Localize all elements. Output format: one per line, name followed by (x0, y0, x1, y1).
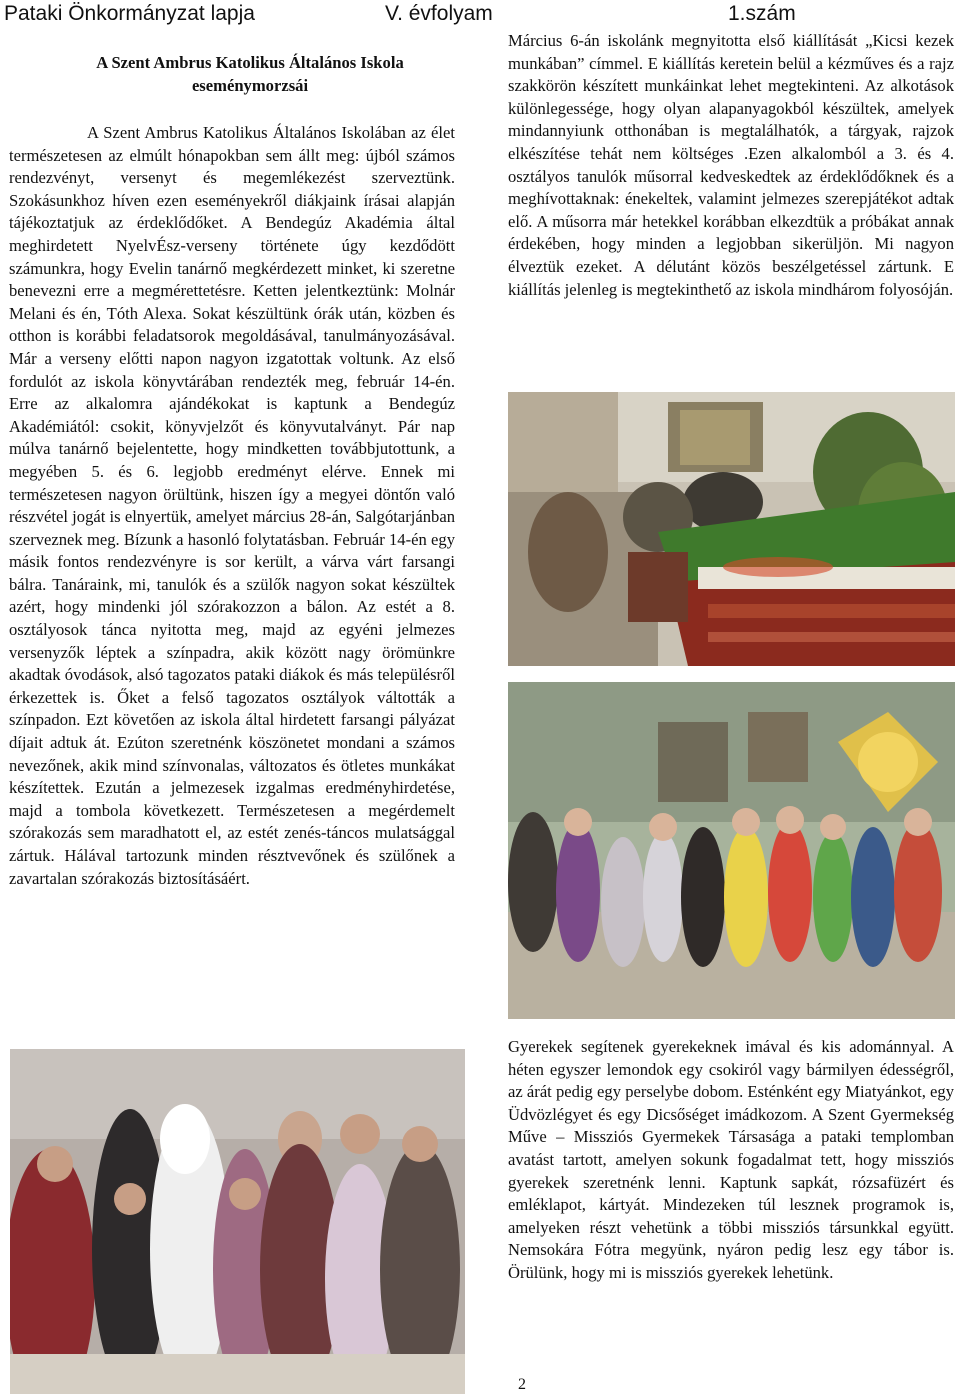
page-header (0, 2, 960, 28)
mission-paragraph: Gyerekek segítenek gyerekeknek imával és kis adománnyal. A héten egyszer lemondok egy csokiról vagy bármilyen édességről, az árát pedig egy perselybe dobom. Esténként egy Miatyánkot, egy Üdvözlégyet és egy Dicsőséget imádkozom. A Szent Gyermekség Műve – Missziós Gyermekek Társasága a pataki templomban avatást tartott, amelyen sokunk fogadalmat tett, hogy missziós gyerekek szeretnénk lenni. Kaptunk sapkát, rózsafüzért és emléklapot, kártyát. Mindezeken túl lesznek programok is, amelyeken részt vehetünk a többi missziós társunkkal együtt. Nemsokára Fótra megyünk, nyáron pedig lesz egy tábor is. Örülünk, hogy mi is missziós gyerekek lehetünk. (508, 1037, 954, 1282)
left-column-paragraph: A Szent Ambrus Katolikus Általános Iskolában az élet természetesen az elmúlt hónapokban sem állt meg: újból számos rendezvényt, versenyt és megemlékezést szerveztünk. Szokásunkhoz híven ezen eseményekről diákjaink írásai alapján tájékoztatjuk az érdeklődőket. A Bendegúz Akadémia által meghirdetett NyelvÉsz-verseny története úgy kezdődött számunkra, hogy Evelin tanárnő megkérdezett minket, ki szeretne benevezni erre a megmérettetésre. Ketten jelentkeztünk: Molnár Melani és én, Tóth Alexa. Sokat készültünk órák után, közben és otthon is korábbi feladatsorok megoldásával, tanulmányozásával. Már a verseny előtti napon nagyon izgatottak voltunk. Az első fordulót az iskola könyvtárában rendezték meg, február 14-én. Erre az alkalomra ajándékokat is kaptunk a Bendegúz Akadémiától: csokit, könyvjelzőt és könyvutalványt. Pár nap múlva tanárnő bejelentette, hogy mindketten továbbjutottunk, a megyében 5. és 6. legjobb eredményt elérve. Ennek mi természetesen nagyon örültünk, hiszen így a megyei döntőn való részvétel jogát is elnyertük, amelyet március 28-án, Salgótarjánban szerveznek meg. Bízunk a hasonló folytatásban. Február 14-én egy másik fontos rendezvényre is sor került, a várva várt farsangi bálra. Tanáraink, mi, tanulók és a szülők nagyon sokat készültek azért, hogy mindenki jól szórakozzon a bálon. Az estét a 8. osztályosok tánca nyitotta meg, majd az egyéni jelmezes versenyzők léptek a színpadra, akik között nagy örömünkre akadtak óvodások, alsó tagozatos pataki diákok és más településről érkezettek is. Őket a felső tagozatos osztályok váltották a színpadon. Ezt követően az iskola által hirdetett farsangi pályázat díjait adtuk át. Ezúton szeretnénk köszönetet mondani a számos nevezőnek, akik mind színvonalas, változatos és ötletes munkákat készítettek. Ezután a jelmezesek izgalmas eredményhirdetése, majd a tombola következett. Természetesen a megérdemelt szórakozás sem maradhatott el, az estét zenés-táncos mulatsággal zártuk. Hálával tartozunk minden résztvevőnek és szülőnek a zavartalan szórakozás biztosításáért. (9, 123, 455, 888)
issue-label: 1.szám (728, 2, 796, 25)
article-title (10, 52, 490, 97)
right-column-text-top (508, 30, 954, 301)
page-number: 2 (518, 1376, 526, 1393)
left-column-text (9, 122, 455, 890)
article-title-line1: A Szent Ambrus Katolikus Általános Iskola (96, 53, 404, 72)
right-column-text-bottom (508, 1036, 954, 1285)
exhibition-paragraph: Március 6-án iskolánk megnyitotta első kiállítását „Kicsi kezek munkában” címmel. E kiállítás keretein belül a kézműves és a rajz szakkörön készített munkáinkat lehet megtekinteni. Az alkotások különlegessége, hogy olyan alapanyagokból készültek, amelyek mindannyiunk otthonában is megtalálhatók, a tárgyak, rajzok elkészítése tehát nem költséges .Ezen alkalomból a 3. és 4. osztályos tanulók műsorral kedveskedtek az érdeklődőknek és a meghívottaknak: énekeltek, valamint jelmezes szerepjátékot adtak elő. A műsorra már hetekkel korábban elkezdtük a próbákat annak érdekében, hogy minden a legjobban sikerüljön. Mi nagyon élveztük ezeket. A délutánt közös beszélgetéssel zártunk. E kiállítás jelenleg is megtekinthető az iskola mindhárom folyosóján. (508, 31, 954, 299)
article-title-line2: eseménymorzsái (191, 75, 309, 95)
exhibition-photo (508, 392, 955, 666)
publication-name: Pataki Önkormányzat lapja (4, 2, 255, 25)
carnival-photo (10, 1049, 465, 1394)
costume-group-photo (508, 682, 955, 1019)
volume-label: V. évfolyam (385, 2, 493, 25)
